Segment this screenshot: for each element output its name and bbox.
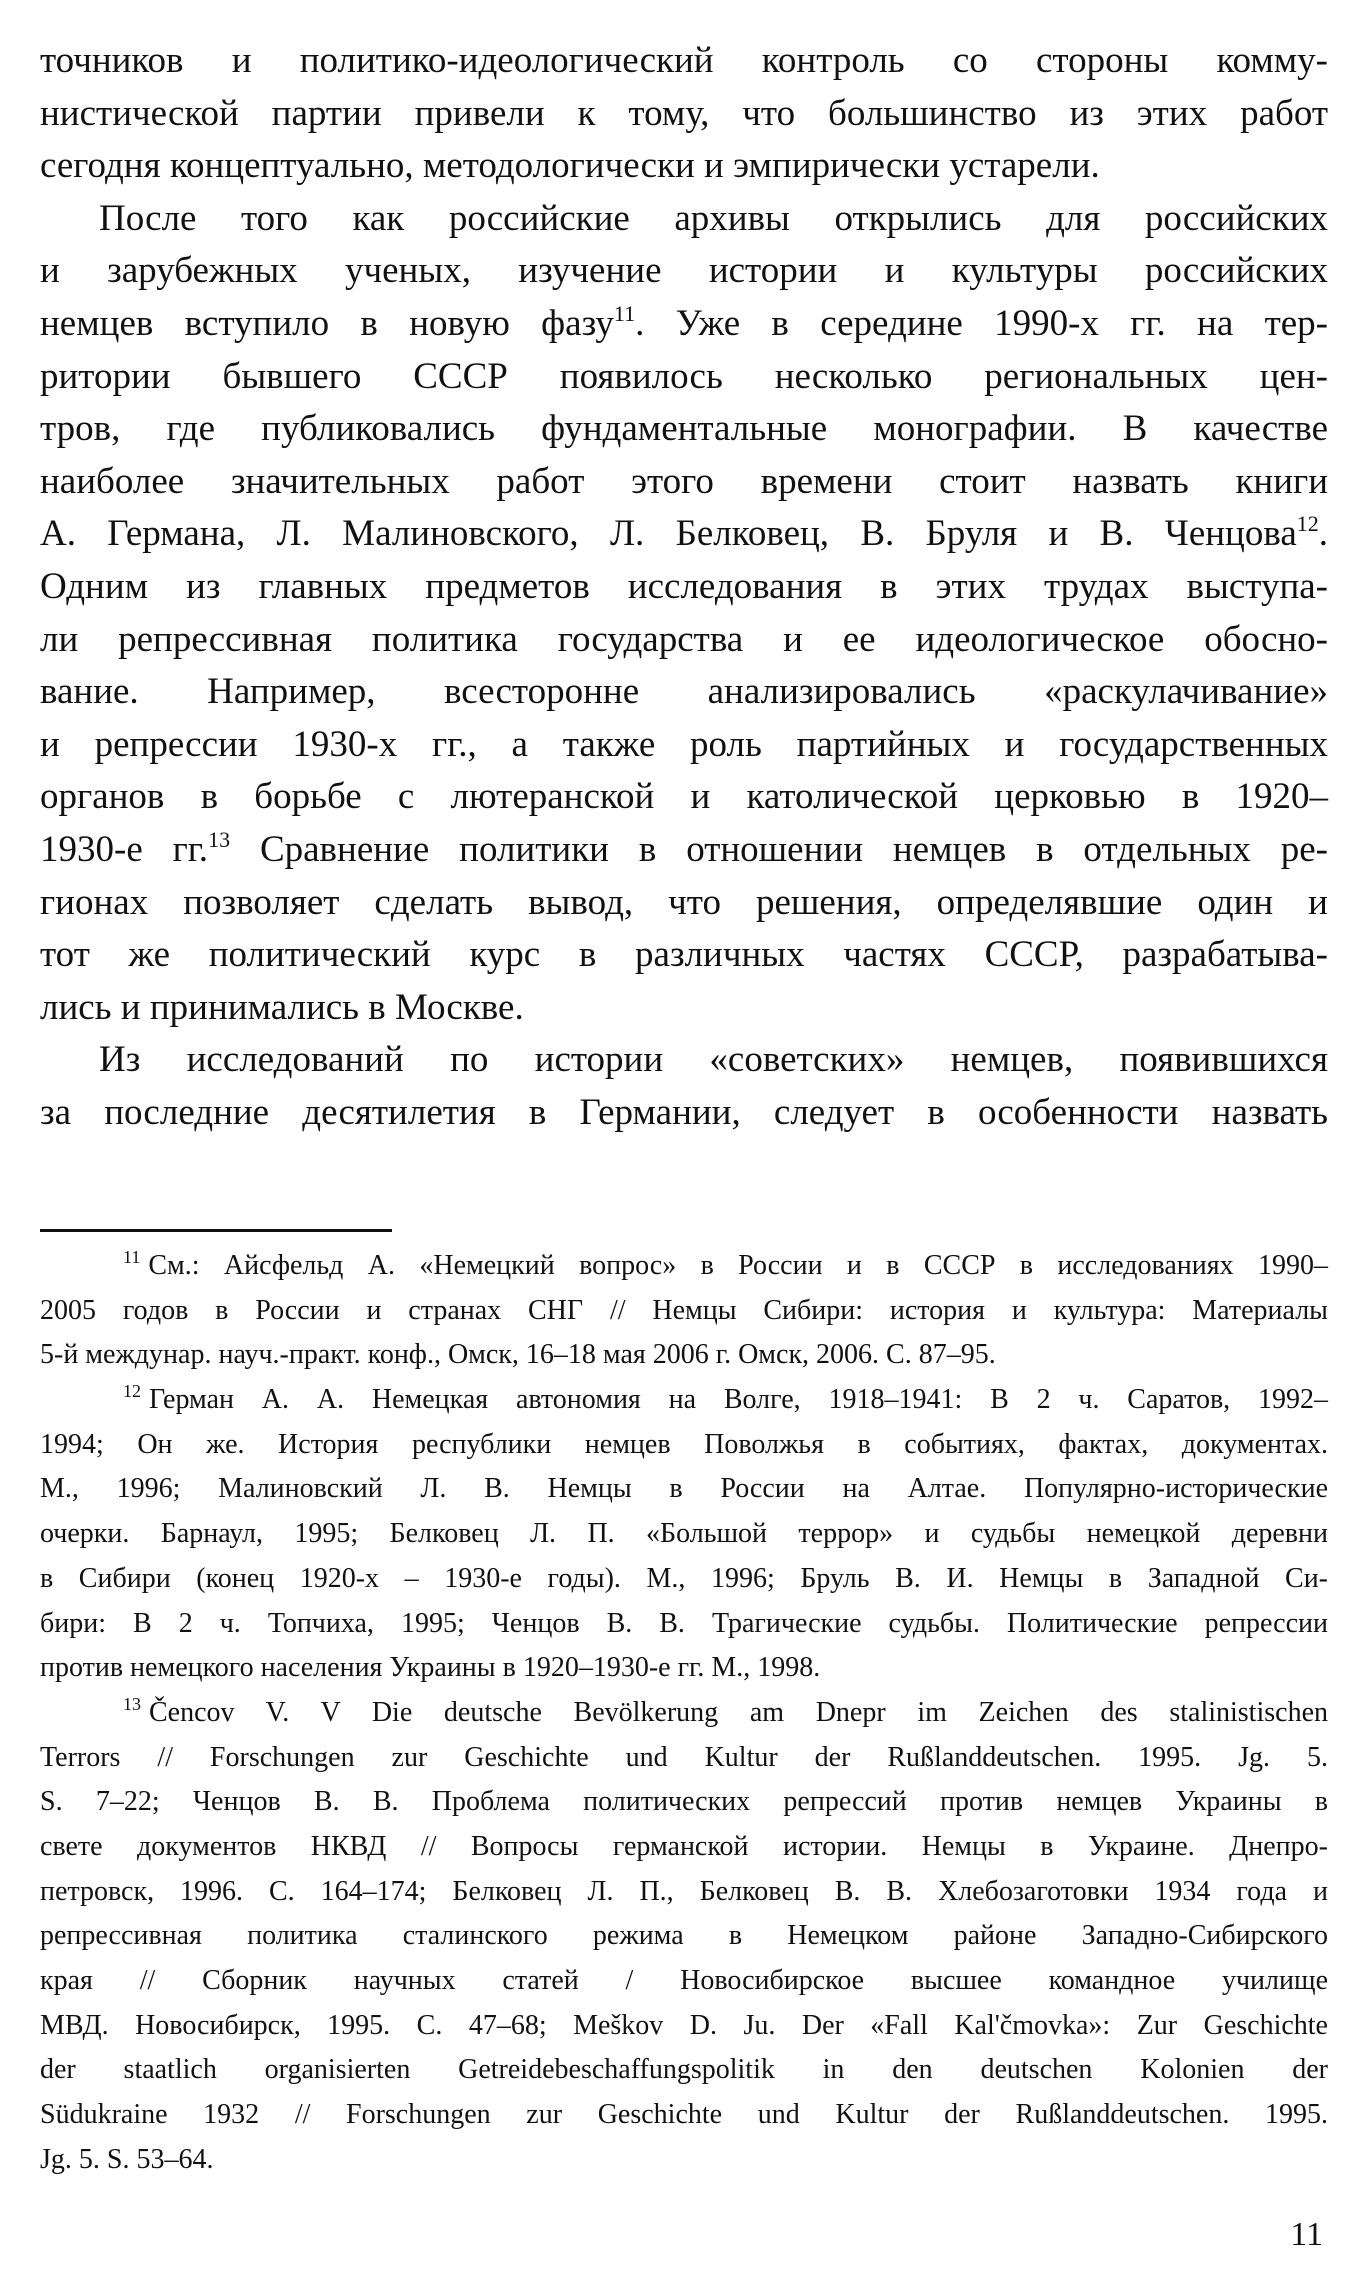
text-segment: и зарубежных ученых, изучение истории и культуры российских (40, 250, 1328, 292)
text-line (40, 2048, 1328, 2093)
text-line (40, 1959, 1328, 2004)
text-line (40, 2138, 1328, 2183)
text-segment: лись и принимались в Москве. (40, 986, 524, 1028)
text-segment: S. 7–22; Ченцов В. В. Проблема политических репрессий против немцев Украины в (40, 1786, 1328, 1818)
footnote-ref: 13 (123, 1693, 141, 1714)
text-line (40, 1557, 1328, 1602)
paragraph (40, 193, 1328, 1035)
text-line (40, 2004, 1328, 2049)
paragraph (40, 35, 1328, 193)
text-segment: Сравнение политики в отношении немцев в отдельных ре- (230, 828, 1328, 870)
text-segment: за последние десятилетия в Германии, следует в особенности назвать (40, 1091, 1328, 1133)
text-line (40, 88, 1328, 141)
text-segment: против немецкого населения Украины в 1920–1930-е гг. М., 1998. (40, 1652, 821, 1684)
text-line (40, 1333, 1328, 1378)
footnote (40, 1691, 1328, 2183)
text-segment: М., 1996; Малиновский Л. В. Немцы в России на Алтае. Популярно-исторические (40, 1473, 1328, 1505)
footnote-ref: 12 (1296, 511, 1319, 537)
text-line (40, 666, 1328, 719)
text-line (40, 1467, 1328, 1512)
text-line (40, 193, 1328, 246)
text-line (40, 1289, 1328, 1334)
text-segment: Из исследований по истории «советских» немцев, появившихся (99, 1039, 1328, 1081)
text-line (40, 1034, 1328, 1087)
footnote-ref: 12 (123, 1381, 141, 1402)
text-segment: немцев вступило в новую фазу (40, 302, 614, 344)
text-line (40, 1244, 1328, 1289)
text-segment: А. Германа, Л. Малиновского, Л. Белковец, В. Бруля и В. Ченцова (40, 513, 1297, 555)
text-line (40, 1914, 1328, 1959)
footnote-ref: 11 (613, 300, 636, 326)
text-line (40, 298, 1328, 351)
footnote (40, 1378, 1328, 1691)
footnote (40, 1244, 1328, 1378)
text-segment: вание. Например, всесторонне анализировались «раскулачивание» (40, 671, 1328, 713)
footnotes (40, 1244, 1328, 2182)
text-line (40, 1087, 1328, 1140)
text-line (40, 929, 1328, 982)
text-segment: Герман А. А. Немецкая автономия на Волге, 1918–1941: В 2 ч. Саратов, 1992– (149, 1384, 1328, 1416)
text-segment: Одним из главных предметов исследования в этих трудах выступа- (40, 565, 1328, 607)
text-segment: 5-й междунар. науч.-практ. конф., Омск, 16–18 мая 2006 г. Омск, 2006. С. 87–95. (40, 1339, 996, 1371)
text-segment: бири: В 2 ч. Топчиха, 1995; Ченцов В. В. Трагические судьбы. Политические репрессии (40, 1607, 1328, 1639)
text-line (40, 1378, 1328, 1423)
text-line (40, 2093, 1328, 2138)
text-line (40, 719, 1328, 772)
text-line (40, 824, 1328, 877)
text-segment: наиболее значительных работ этого времени стоит назвать книги (40, 460, 1328, 502)
text-segment: 1994; Он же. История республики немцев Поволжья в событиях, фактах, документах. (40, 1428, 1328, 1460)
text-segment: ли репрессивная политика государства и ее идеологическое обосно- (40, 618, 1328, 660)
text-segment: Südukraine 1932 // Forschungen zur Geschichte und Kultur der Rußlanddeutschen. 1995. (40, 2099, 1328, 2131)
text-segment: МВД. Новосибирск, 1995. С. 47–68; Meškov D. Ju. Der «Fall Kal'čmovka»: Zur Geschichte (40, 2009, 1328, 2041)
text-line (40, 1646, 1328, 1691)
text-segment: точников и политико-идеологический контроль со стороны комму- (40, 40, 1328, 81)
text-segment: петровск, 1996. С. 164–174; Белковец Л. П., Белковец В. В. Хлебозаготовки 1934 года и (40, 1875, 1328, 1907)
text-line (40, 140, 1328, 193)
text-segment: тот же политический курс в различных частях СССР, разрабатыва- (40, 934, 1328, 976)
text-line (40, 1423, 1328, 1468)
footnote-separator (40, 1229, 392, 1232)
footnote-ref: 13 (208, 826, 231, 852)
text-line (40, 771, 1328, 824)
text-segment: ритории бывшего СССР появилось несколько региональных цен- (40, 355, 1328, 397)
text-line (40, 1736, 1328, 1781)
text-line (40, 982, 1328, 1035)
text-segment: После того как российские архивы открылись для российских (99, 197, 1328, 239)
text-line (40, 508, 1328, 561)
text-segment: сегодня концептуально, методологически и эмпирически устарели. (40, 145, 1100, 187)
text-line (40, 1825, 1328, 1870)
text-segment: 2005 годов в России и странах СНГ // Немцы Сибири: история и культура: Материалы (40, 1294, 1328, 1326)
text-segment: . (1318, 513, 1328, 555)
text-segment: Čencov V. V Die deutsche Bevölkerung am Dnepr im Zeichen des stalinistischen (149, 1696, 1328, 1728)
text-segment: в Сибири (конец 1920-х – 1930-е годы). М., 1996; Бруль В. И. Немцы в Западной Си- (40, 1562, 1328, 1594)
text-line (40, 614, 1328, 667)
text-line (40, 351, 1328, 404)
text-line (40, 403, 1328, 456)
text-line (40, 35, 1328, 88)
text-segment: Jg. 5. S. 53–64. (40, 2143, 214, 2175)
text-line (40, 561, 1328, 614)
text-segment: органов в борьбе с лютеранской и католической церковью в 1920– (40, 776, 1328, 818)
text-line (40, 1870, 1328, 1915)
text-segment: гионах позволяет сделать вывод, что решения, определявшие один и (40, 881, 1328, 923)
text-segment: der staatlich organisierten Getreidebeschaffungspolitik in den deutschen Kolonien der (40, 2054, 1328, 2086)
footnote-ref: 11 (123, 1247, 141, 1267)
text-segment: тров, где публиковались фундаментальные монографии. В качестве (40, 408, 1328, 450)
text-segment: очерки. Барнаул, 1995; Белковец Л. П. «Большой террор» и судьбы немецкой деревни (40, 1518, 1328, 1550)
text-segment: свете документов НКВД // Вопросы германской истории. Немцы в Украине. Днепро- (40, 1830, 1328, 1862)
paragraph (40, 1034, 1328, 1139)
page-number: 11 (1290, 2216, 1323, 2253)
text-line (40, 877, 1328, 930)
text-segment: См.: Айсфельд А. «Немецкий вопрос» в России и в СССР в исследованиях 1990– (148, 1250, 1328, 1281)
text-line (40, 245, 1328, 298)
text-segment: края // Сборник научных статей / Новосибирское высшее командное училище (40, 1965, 1328, 1996)
text-line (40, 1691, 1328, 1736)
text-line (40, 1780, 1328, 1825)
text-segment: и репрессии 1930-х гг., а также роль партийных и государственных (40, 723, 1328, 765)
text-line (40, 1602, 1328, 1647)
main-text (40, 35, 1328, 1139)
text-line (40, 456, 1328, 509)
text-segment: Terrors // Forschungen zur Geschichte und Kultur der Rußlanddeutschen. 1995. Jg. 5. (40, 1741, 1328, 1773)
text-segment: 1930-е гг. (40, 828, 209, 870)
text-segment: . Уже в середине 1990-х гг. на тер- (635, 302, 1328, 344)
text-segment: нистической партии привели к тому, что большинство из этих работ (40, 92, 1328, 134)
text-segment: репрессивная политика сталинского режима в Немецком районе Западно-Сибирского (40, 1920, 1328, 1952)
text-line (40, 1512, 1328, 1557)
